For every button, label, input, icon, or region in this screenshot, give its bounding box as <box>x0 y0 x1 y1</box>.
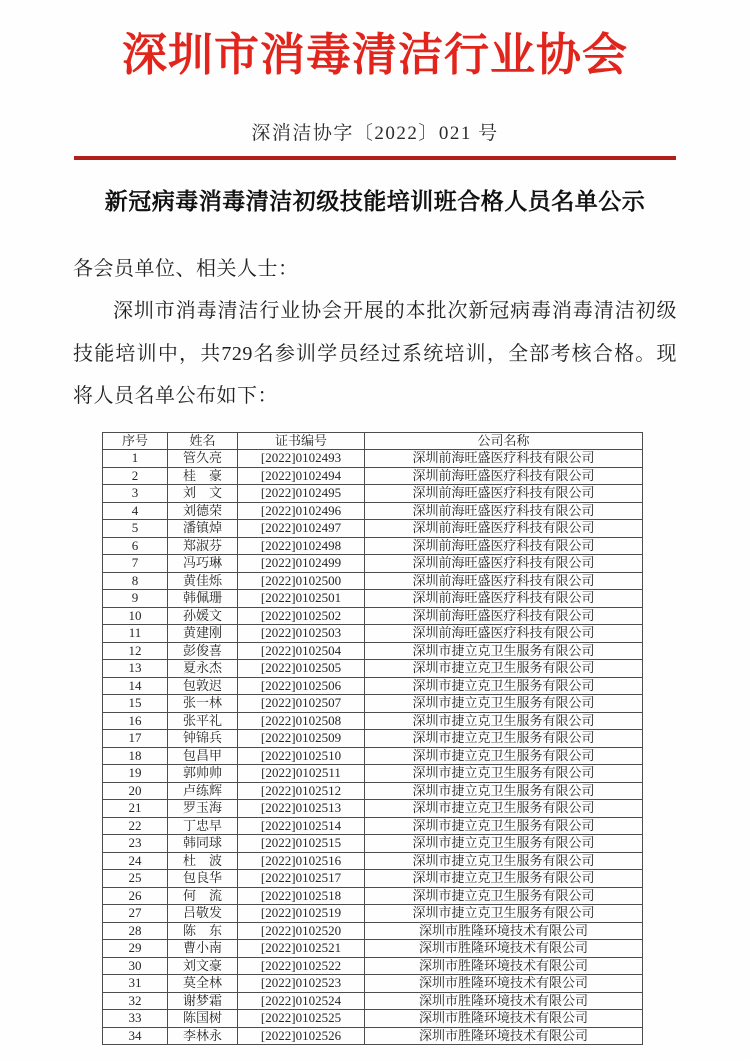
cell-no: 32 <box>103 992 168 1010</box>
cell-no: 5 <box>103 520 168 538</box>
cell-company: 深圳市捷立克卫生服务有限公司 <box>365 747 643 765</box>
cell-name: 刘 文 <box>168 485 238 503</box>
cell-name: 陈 东 <box>168 922 238 940</box>
cell-company: 深圳市捷立克卫生服务有限公司 <box>365 835 643 853</box>
cell-name: 包昌甲 <box>168 747 238 765</box>
cell-cert: [2022]0102508 <box>238 712 365 730</box>
cell-no: 21 <box>103 800 168 818</box>
cell-no: 18 <box>103 747 168 765</box>
cell-company: 深圳市捷立克卫生服务有限公司 <box>365 642 643 660</box>
cell-company: 深圳前海旺盛医疗科技有限公司 <box>365 467 643 485</box>
col-header-cert: 证书编号 <box>238 432 365 450</box>
cell-no: 19 <box>103 765 168 783</box>
cell-company: 深圳市胜隆环境技术有限公司 <box>365 992 643 1010</box>
table-row <box>103 1027 643 1045</box>
cell-cert: [2022]0102525 <box>238 1010 365 1028</box>
cell-name: 彭俊喜 <box>168 642 238 660</box>
cell-cert: [2022]0102502 <box>238 607 365 625</box>
cell-cert: [2022]0102513 <box>238 800 365 818</box>
cell-no: 1 <box>103 450 168 468</box>
cell-cert: [2022]0102510 <box>238 747 365 765</box>
cell-no: 20 <box>103 782 168 800</box>
cell-cert: [2022]0102520 <box>238 922 365 940</box>
cell-cert: [2022]0102517 <box>238 870 365 888</box>
cell-name: 包敦迟 <box>168 677 238 695</box>
table-row <box>103 712 643 730</box>
cell-company: 深圳市捷立克卫生服务有限公司 <box>365 817 643 835</box>
cell-no: 7 <box>103 555 168 573</box>
cell-cert: [2022]0102498 <box>238 537 365 555</box>
cell-cert: [2022]0102497 <box>238 520 365 538</box>
table-row <box>103 957 643 975</box>
cell-name: 谢梦霜 <box>168 992 238 1010</box>
table-row <box>103 572 643 590</box>
cell-name: 李林永 <box>168 1027 238 1045</box>
table-row <box>103 625 643 643</box>
cell-no: 25 <box>103 870 168 888</box>
cell-company: 深圳市胜隆环境技术有限公司 <box>365 1010 643 1028</box>
cell-name: 孙媛文 <box>168 607 238 625</box>
cell-no: 27 <box>103 905 168 923</box>
cell-company: 深圳市捷立克卫生服务有限公司 <box>365 712 643 730</box>
cell-cert: [2022]0102504 <box>238 642 365 660</box>
cell-cert: [2022]0102500 <box>238 572 365 590</box>
cell-no: 15 <box>103 695 168 713</box>
cell-name: 杜 波 <box>168 852 238 870</box>
cell-name: 陈国树 <box>168 1010 238 1028</box>
col-header-name: 姓名 <box>168 432 238 450</box>
cell-company: 深圳市捷立克卫生服务有限公司 <box>365 887 643 905</box>
cell-name: 夏永杰 <box>168 660 238 678</box>
table-row <box>103 537 643 555</box>
table-row <box>103 782 643 800</box>
table-row <box>103 747 643 765</box>
cell-no: 4 <box>103 502 168 520</box>
table-row <box>103 590 643 608</box>
table-row <box>103 695 643 713</box>
table-row <box>103 835 643 853</box>
cell-no: 13 <box>103 660 168 678</box>
cell-company: 深圳市捷立克卫生服务有限公司 <box>365 852 643 870</box>
col-header-company: 公司名称 <box>365 432 643 450</box>
cell-name: 郭帅帅 <box>168 765 238 783</box>
cell-no: 31 <box>103 975 168 993</box>
cell-cert: [2022]0102516 <box>238 852 365 870</box>
cell-cert: [2022]0102494 <box>238 467 365 485</box>
cell-cert: [2022]0102518 <box>238 887 365 905</box>
cell-no: 6 <box>103 537 168 555</box>
cell-company: 深圳市捷立克卫生服务有限公司 <box>365 765 643 783</box>
cell-company: 深圳前海旺盛医疗科技有限公司 <box>365 537 643 555</box>
cell-no: 24 <box>103 852 168 870</box>
table-row <box>103 800 643 818</box>
table-row <box>103 607 643 625</box>
cell-no: 26 <box>103 887 168 905</box>
cell-name: 管久亮 <box>168 450 238 468</box>
col-header-no: 序号 <box>103 432 168 450</box>
cell-name: 黄建刚 <box>168 625 238 643</box>
cell-name: 张平礼 <box>168 712 238 730</box>
cell-company: 深圳市胜隆环境技术有限公司 <box>365 975 643 993</box>
red-divider <box>74 156 676 160</box>
cell-cert: [2022]0102512 <box>238 782 365 800</box>
cell-name: 刘德荣 <box>168 502 238 520</box>
cell-no: 9 <box>103 590 168 608</box>
cell-no: 12 <box>103 642 168 660</box>
cell-name: 潘镇焯 <box>168 520 238 538</box>
cell-cert: [2022]0102499 <box>238 555 365 573</box>
cell-cert: [2022]0102523 <box>238 975 365 993</box>
cell-company: 深圳市胜隆环境技术有限公司 <box>365 957 643 975</box>
cell-name: 吕敬发 <box>168 905 238 923</box>
table-row <box>103 485 643 503</box>
table-row <box>103 450 643 468</box>
cell-cert: [2022]0102506 <box>238 677 365 695</box>
cell-cert: [2022]0102514 <box>238 817 365 835</box>
cell-cert: [2022]0102493 <box>238 450 365 468</box>
cell-no: 29 <box>103 940 168 958</box>
cell-company: 深圳市捷立克卫生服务有限公司 <box>365 800 643 818</box>
cell-company: 深圳前海旺盛医疗科技有限公司 <box>365 625 643 643</box>
cell-cert: [2022]0102511 <box>238 765 365 783</box>
cell-no: 2 <box>103 467 168 485</box>
cell-cert: [2022]0102509 <box>238 730 365 748</box>
table-row <box>103 887 643 905</box>
cell-no: 11 <box>103 625 168 643</box>
cell-no: 34 <box>103 1027 168 1045</box>
notice-body-section <box>73 248 677 418</box>
table-row <box>103 765 643 783</box>
cell-name: 曹小南 <box>168 940 238 958</box>
notice-title: 新冠病毒消毒清洁初级技能培训班合格人员名单公示 <box>104 188 646 214</box>
cell-company: 深圳前海旺盛医疗科技有限公司 <box>365 450 643 468</box>
notice-body: 深圳市消毒清洁行业协会开展的本批次新冠病毒消毒清洁初级技能培训中，共729名参训学员经过系统培训，全部考核合格。现将人员名单公布如下： <box>73 300 677 407</box>
cell-company: 深圳前海旺盛医疗科技有限公司 <box>365 485 643 503</box>
cell-cert: [2022]0102524 <box>238 992 365 1010</box>
table-row <box>103 940 643 958</box>
cell-name: 郑淑芬 <box>168 537 238 555</box>
cell-cert: [2022]0102507 <box>238 695 365 713</box>
cell-no: 17 <box>103 730 168 748</box>
cell-cert: [2022]0102501 <box>238 590 365 608</box>
table-row <box>103 642 643 660</box>
table-row <box>103 817 643 835</box>
cell-no: 22 <box>103 817 168 835</box>
cell-company: 深圳前海旺盛医疗科技有限公司 <box>365 607 643 625</box>
cell-no: 8 <box>103 572 168 590</box>
cell-company: 深圳市胜隆环境技术有限公司 <box>365 1027 643 1045</box>
doc-number: 深消洁协字〔2022〕021 号 <box>251 123 499 144</box>
cell-name: 韩同球 <box>168 835 238 853</box>
table-row <box>103 922 643 940</box>
cell-cert: [2022]0102495 <box>238 485 365 503</box>
cell-company: 深圳市捷立克卫生服务有限公司 <box>365 782 643 800</box>
roster-table <box>102 432 643 1046</box>
cell-company: 深圳前海旺盛医疗科技有限公司 <box>365 502 643 520</box>
cell-company: 深圳市捷立克卫生服务有限公司 <box>365 660 643 678</box>
cell-company: 深圳前海旺盛医疗科技有限公司 <box>365 572 643 590</box>
cell-name: 张一林 <box>168 695 238 713</box>
cell-name: 钟锦兵 <box>168 730 238 748</box>
cell-cert: [2022]0102519 <box>238 905 365 923</box>
cell-company: 深圳市胜隆环境技术有限公司 <box>365 940 643 958</box>
cell-company: 深圳前海旺盛医疗科技有限公司 <box>365 590 643 608</box>
table-header-row <box>103 432 643 450</box>
cell-company: 深圳市捷立克卫生服务有限公司 <box>365 695 643 713</box>
cell-name: 桂 豪 <box>168 467 238 485</box>
table-row <box>103 905 643 923</box>
table-row <box>103 1010 643 1028</box>
cell-cert: [2022]0102515 <box>238 835 365 853</box>
cell-company: 深圳前海旺盛医疗科技有限公司 <box>365 555 643 573</box>
table-row <box>103 520 643 538</box>
cell-name: 罗玉海 <box>168 800 238 818</box>
table-row <box>103 975 643 993</box>
table-row <box>103 660 643 678</box>
table-row <box>103 502 643 520</box>
cell-no: 14 <box>103 677 168 695</box>
table-row <box>103 467 643 485</box>
cell-cert: [2022]0102526 <box>238 1027 365 1045</box>
cell-no: 3 <box>103 485 168 503</box>
table-row <box>103 730 643 748</box>
cell-no: 23 <box>103 835 168 853</box>
cell-name: 丁忠早 <box>168 817 238 835</box>
cell-company: 深圳市捷立克卫生服务有限公司 <box>365 870 643 888</box>
table-row <box>103 677 643 695</box>
cell-cert: [2022]0102505 <box>238 660 365 678</box>
cell-name: 莫全林 <box>168 975 238 993</box>
cell-name: 冯巧琳 <box>168 555 238 573</box>
cell-no: 10 <box>103 607 168 625</box>
cell-company: 深圳前海旺盛医疗科技有限公司 <box>365 520 643 538</box>
cell-name: 包良华 <box>168 870 238 888</box>
cell-no: 16 <box>103 712 168 730</box>
table-row <box>103 992 643 1010</box>
org-name-title: 深圳市消毒清洁行业协会 <box>121 29 628 80</box>
cell-name: 卢练辉 <box>168 782 238 800</box>
cell-cert: [2022]0102521 <box>238 940 365 958</box>
cell-name: 何 流 <box>168 887 238 905</box>
cell-no: 33 <box>103 1010 168 1028</box>
cell-company: 深圳市捷立克卫生服务有限公司 <box>365 730 643 748</box>
table-row <box>103 852 643 870</box>
cell-name: 黄佳烁 <box>168 572 238 590</box>
table-row <box>103 555 643 573</box>
cell-no: 28 <box>103 922 168 940</box>
cell-cert: [2022]0102503 <box>238 625 365 643</box>
cell-company: 深圳市捷立克卫生服务有限公司 <box>365 905 643 923</box>
cell-name: 刘文豪 <box>168 957 238 975</box>
cell-name: 韩佩珊 <box>168 590 238 608</box>
salutation: 各会员单位、相关人士： <box>73 258 299 280</box>
cell-company: 深圳市捷立克卫生服务有限公司 <box>365 677 643 695</box>
cell-company: 深圳市胜隆环境技术有限公司 <box>365 922 643 940</box>
cell-no: 30 <box>103 957 168 975</box>
cell-cert: [2022]0102522 <box>238 957 365 975</box>
cell-cert: [2022]0102496 <box>238 502 365 520</box>
table-row <box>103 870 643 888</box>
